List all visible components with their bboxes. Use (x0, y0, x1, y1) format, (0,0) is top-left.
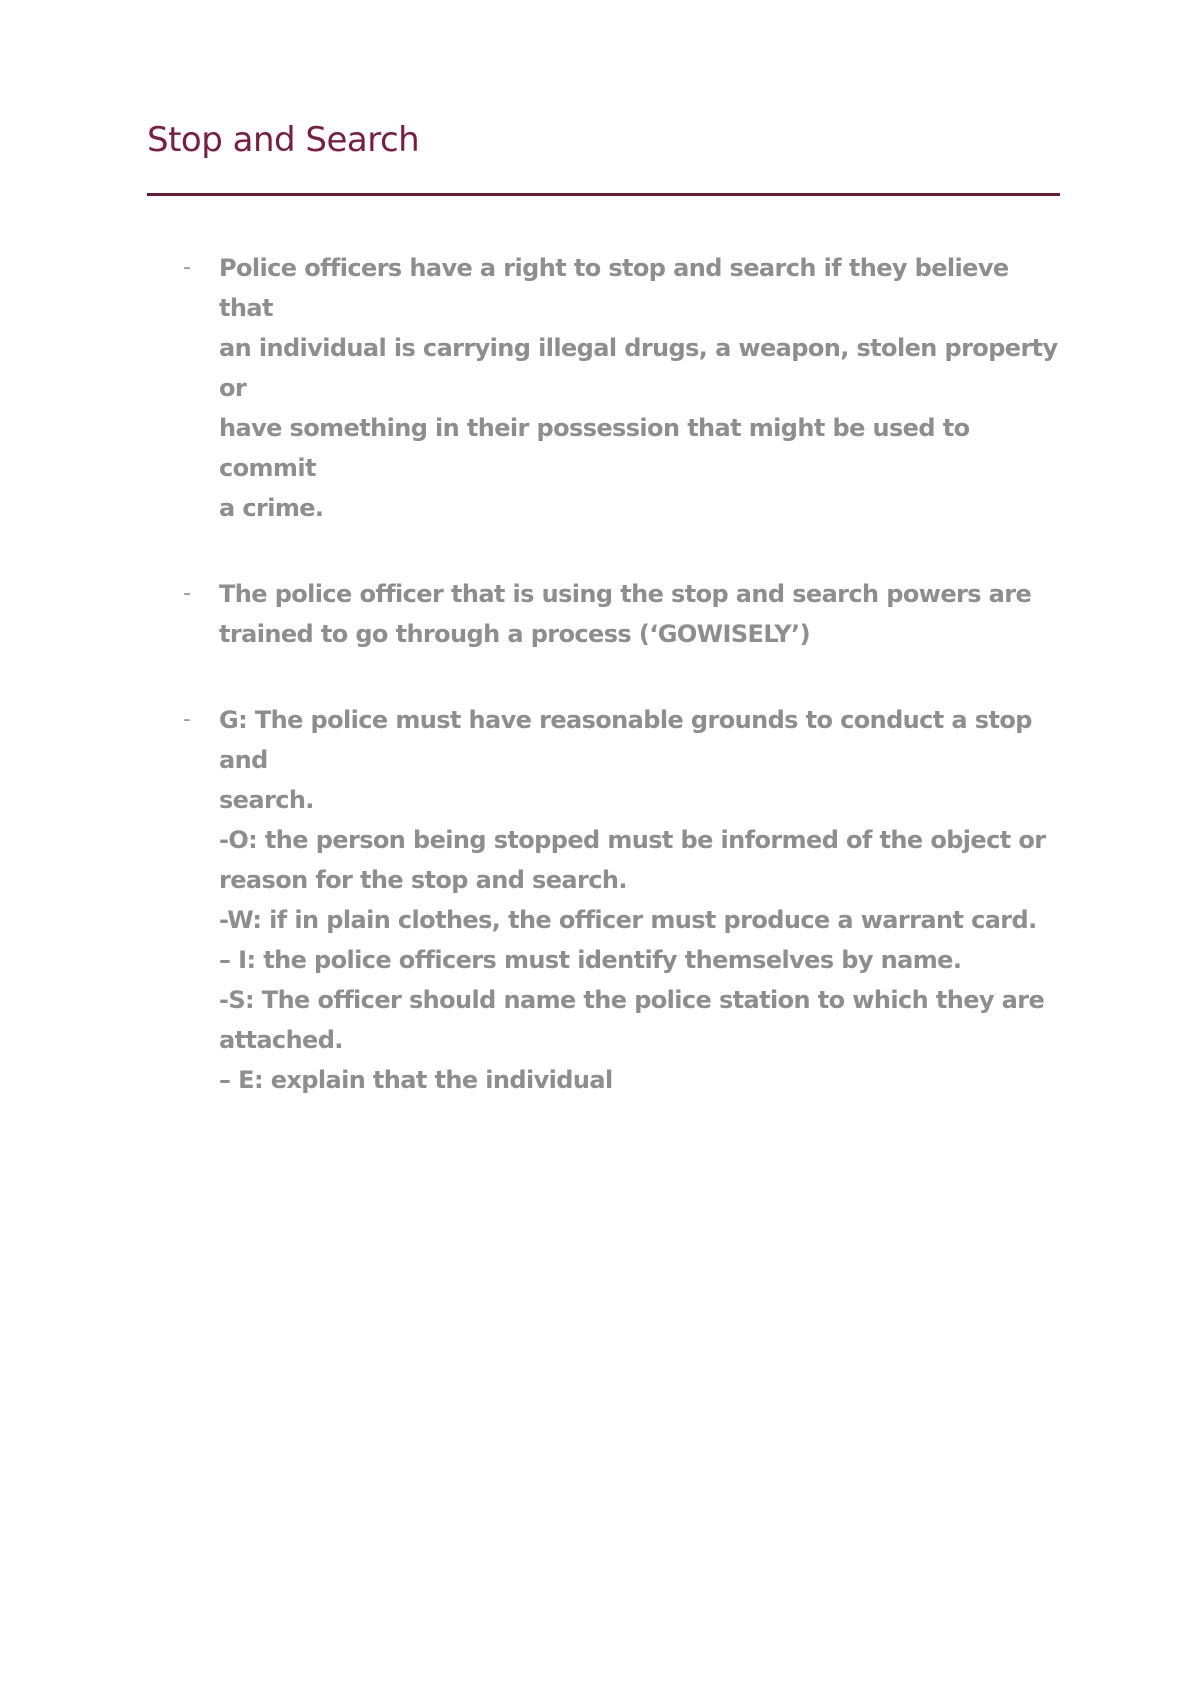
bullet-text (219, 700, 1067, 1100)
text-line: -W: if in plain clothes, the officer must produce a warrant card. (219, 906, 1037, 934)
bullet-dash: - (183, 707, 191, 732)
text-line: The police officer that is using the stop and search powers are (219, 580, 1032, 608)
text-line: have something in their possession that might be used to commit (219, 414, 970, 482)
title-divider (147, 193, 1060, 196)
text-line: trained to go through a process (‘GOWISELY’) (219, 620, 810, 648)
text-line: attached. (219, 1026, 343, 1054)
text-line: G: The police must have reasonable grounds to conduct a stop and (219, 706, 1032, 774)
text-line: a crime. (219, 494, 324, 522)
list-item (147, 700, 1067, 1100)
list-item (147, 574, 1067, 654)
text-line: search. (219, 786, 314, 814)
bullet-list (147, 248, 1067, 1146)
text-line: reason for the stop and search. (219, 866, 627, 894)
text-line: -S: The officer should name the police station to which they are (219, 986, 1045, 1014)
text-line: -O: the person being stopped must be informed of the object or (219, 826, 1046, 854)
bullet-dash: - (183, 581, 191, 606)
list-item (147, 248, 1067, 528)
bullet-dash: - (183, 255, 191, 280)
text-line: an individual is carrying illegal drugs, a weapon, stolen property or (219, 334, 1058, 402)
text-line: – I: the police officers must identify themselves by name. (219, 946, 962, 974)
text-line: – E: explain that the individual (219, 1066, 613, 1094)
page-title: Stop and Search (147, 120, 420, 160)
bullet-text (219, 248, 1067, 528)
text-line: Police officers have a right to stop and search if they believe that (219, 254, 1009, 322)
bullet-text (219, 574, 1067, 654)
